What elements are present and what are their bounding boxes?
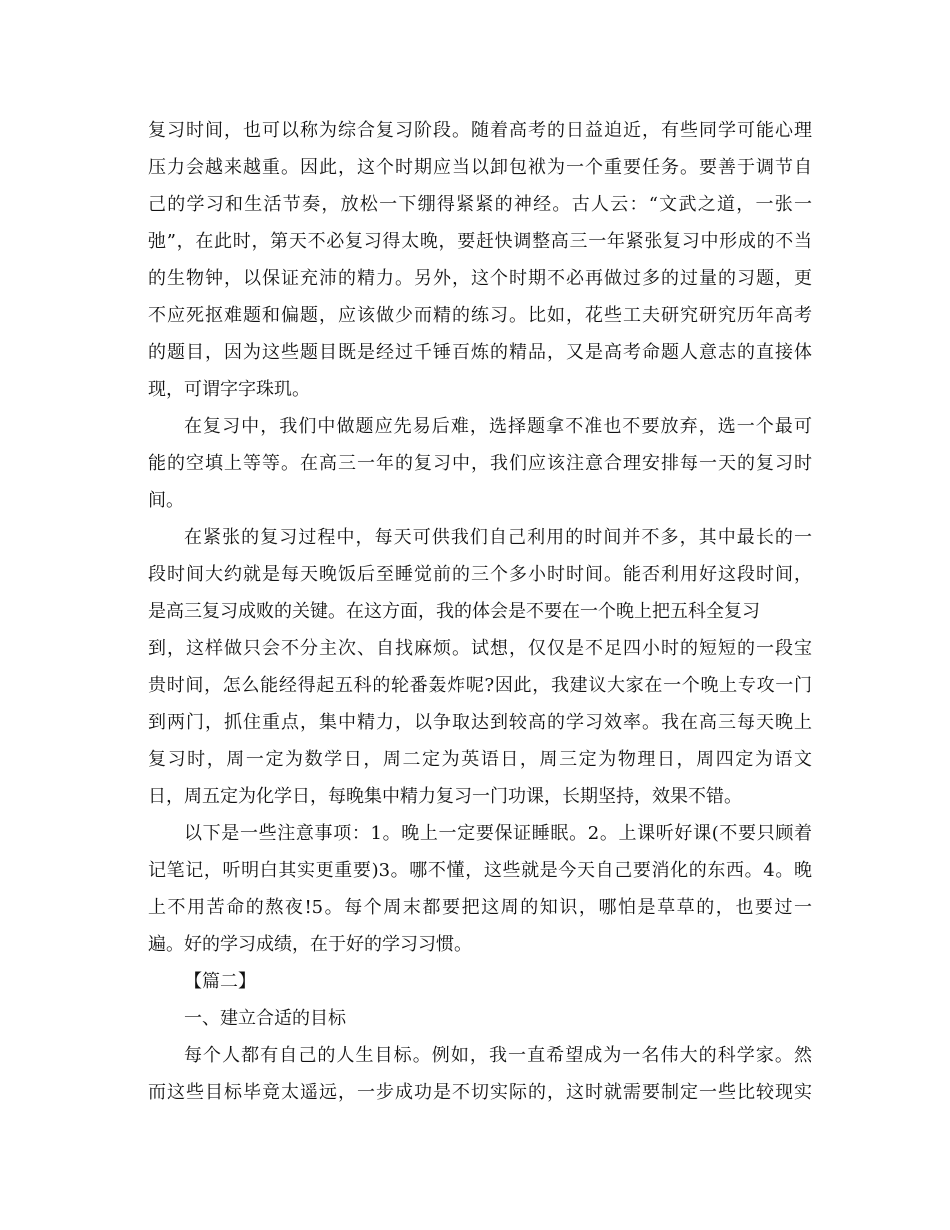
text-line: 到两门，抓住重点，集中精力，以争取达到较高的学习效率。我在高三每天晚上 — [148, 712, 812, 733]
text-line: 间。 — [148, 490, 184, 511]
text-line: 压力会越来越重。因此，这个时期应当以卸包袱为一个重要任务。要善于调节自 — [148, 157, 812, 178]
text-line: 能的空填上等等。在高三一年的复习中，我们应该注意合理安排每一天的复习时 — [148, 453, 812, 474]
text-line: 己的学习和生活节奏，放松一下绷得紧紧的神经。古人云：“文武之道，一张一 — [148, 194, 812, 215]
text-line: 记笔记，听明白其实更重要)3。哪不懂，这些就是今天自己要消化的东西。4。晚 — [148, 860, 812, 881]
text-line: 在紧张的复习过程中，每天可供我们自己利用的时间并不多，其中最长的一 — [184, 527, 812, 548]
text-line: 的生物钟，以保证充沛的精力。另外，这个时期不必再做过多的过量的习题，更 — [148, 268, 812, 289]
text-line: 段时间大约就是每天晚饭后至睡觉前的三个多小时时间。能否利用好这段时间， — [148, 564, 812, 585]
subsection-heading: 一、建立合适的目标 — [184, 1008, 346, 1029]
text-line: 每个人都有自己的人生目标。例如，我一直希望成为一名伟大的科学家。然 — [184, 1045, 812, 1066]
text-line: 而这些目标毕竟太遥远，一步成功是不切实际的，这时就需要制定一些比较现实 — [148, 1082, 812, 1103]
text-line: 在复习中，我们中做题应先易后难，选择题拿不准也不要放弃，选一个最可 — [184, 416, 812, 437]
text-line: 遍。好的学习成绩，在于好的学习习惯。 — [148, 934, 472, 955]
text-line: 是高三复习成败的关键。在这方面，我的体会是不要在一个晚上把五科全复习 — [148, 601, 760, 622]
text-line: 以下是一些注意事项：1。晚上一定要保证睡眠。2。上课听好课(不要只顾着 — [184, 823, 812, 844]
text-line: 复习时，周一定为数学日，周二定为英语日，周三定为物理日，周四定为语文 — [148, 749, 812, 770]
text-line: 贵时间，怎么能经得起五科的轮番轰炸呢?因此，我建议大家在一个晚上专攻一门 — [148, 675, 812, 696]
text-line: 复习时间，也可以称为综合复习阶段。随着高考的日益迫近，有些同学可能心理 — [148, 120, 812, 141]
text-line: 上不用苦命的熬夜!5。每个周末都要把这周的知识，哪怕是草草的，也要过一 — [148, 897, 812, 918]
text-line: 现，可谓字字珠玑。 — [148, 379, 310, 400]
text-line: 日，周五定为化学日，每晚集中精力复习一门功课，长期坚持，效果不错。 — [148, 786, 742, 807]
text-line: 到，这样做只会不分主次、自找麻烦。试想，仅仅是不足四小时的短短的一段宝 — [148, 638, 812, 659]
text-line: 的题目，因为这些题目既是经过千锤百炼的精品，又是高考命题人意志的直接体 — [148, 342, 812, 363]
text-line: 弛”，在此时，第天不必复习得太晚，要赶快调整高三一年紧张复习中形成的不当 — [148, 231, 812, 252]
body-text — [148, 112, 812, 1111]
text-line: 不应死抠难题和偏题，应该做少而精的练习。比如，花些工夫研究研究历年高考 — [148, 305, 812, 326]
section-heading: 【篇二】 — [184, 971, 256, 992]
